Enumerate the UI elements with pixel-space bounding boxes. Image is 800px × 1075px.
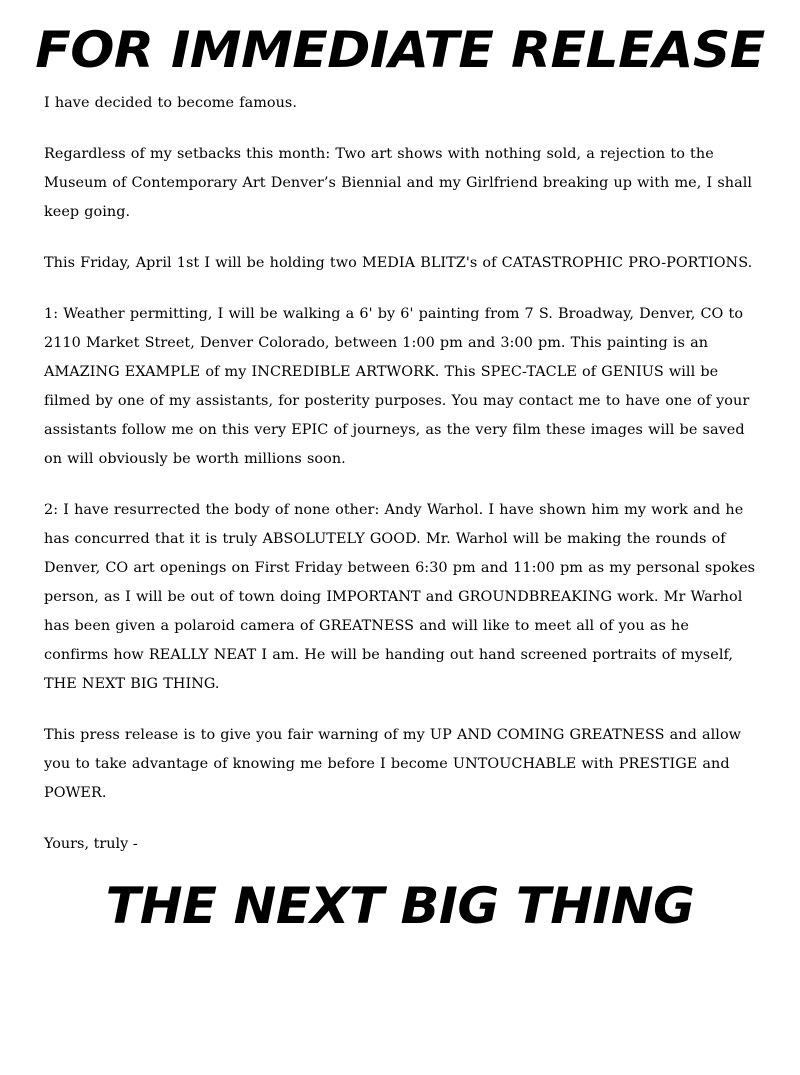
paragraph-media-blitz: This Friday, April 1st I will be holding two MEDIA BLITZ's of CATASTROPHIC PRO-PORTIONS. [44, 255, 753, 271]
press-release-page [0, 21, 800, 1075]
paragraph-closing: This press release is to give you fair warning of my UP AND COMING GREATNESS and allow you to take advantage of knowing me before I become UNTOUCHABLE with PRESTIGE and POWER. [44, 727, 742, 801]
paragraph-item-two: 2: I have resurrected the body of none other: Andy Warhol. I have shown him my work and he has concurred that it is truly ABSOLUTELY GOOD. Mr. Warhol will be making the rounds of Denver, CO art openings on First Friday between 6:30 pm and 11:00 pm as my personal spokes person, as I will be out of town doing IMPORTANT and GROUNDBREAKING work. Mr Warhol has been given a polaroid camera of GREATNESS and will like to meet all of you as he confirms how REALLY NEAT I am. He will be handing out hand screened portraits of myself, THE NEXT BIG THING. [44, 502, 756, 692]
body-copy [0, 89, 800, 859]
page-headline: FOR IMMEDIATE RELEASE [35, 21, 765, 79]
page-footline: THE NEXT BIG THING [105, 877, 695, 935]
signoff-line: Yours, truly - [44, 836, 138, 852]
paragraph-intro: I have decided to become famous. [44, 95, 297, 111]
paragraph-setbacks: Regardless of my setbacks this month: Two art shows with nothing sold, a rejection to the Museum of Contemporary Art Denver’s Biennial and my Girlfriend breaking up with me, I shall keep going. [44, 146, 753, 220]
paragraph-item-one: 1: Weather permitting, I will be walking a 6' by 6' painting from 7 S. Broadway, Denver, CO to 2110 Market Street, Denver Colorado, between 1:00 pm and 3:00 pm. This painting is an AMAZING EXAMPLE of my INCREDIBLE ARTWORK. This SPEC-TACLE of GENIUS will be filmed by one of my assistants, for posterity purposes. You may contact me to have one of your assistants follow me on this very EPIC of journeys, as the very film these images will be saved on will obviously be worth millions soon. [44, 306, 750, 467]
